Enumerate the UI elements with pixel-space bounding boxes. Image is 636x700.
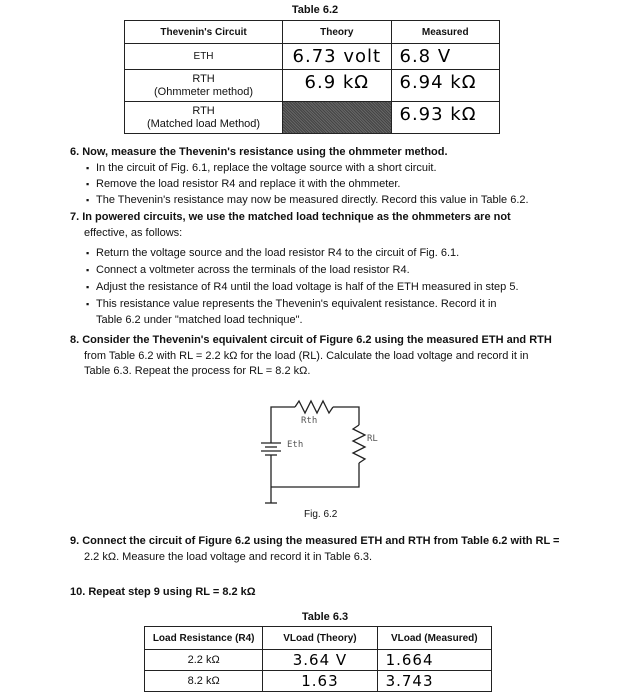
step-9: 9. Connect the circuit of Figure 6.2 using the measured ETH and RTH from Table 6.2 with RL = 2.2 kΩ. Measure the load voltage and record it in Table 6.3. xyxy=(70,535,560,563)
eth-label: ETH xyxy=(193,51,214,62)
table-header-vload-theory: VLoad (Theory) xyxy=(263,627,377,650)
wire xyxy=(271,407,295,437)
step-7: 7. In powered circuits, we use the matched load technique as the ohmmeters are not effective, as follows: xyxy=(70,211,511,239)
table-row xyxy=(145,650,492,671)
step-6: 6. Now, measure the Thevenin's resistance using the ohmmeter method. xyxy=(70,146,448,158)
shaded-cell xyxy=(283,102,391,134)
rth-theory-value: 6.9 kΩ xyxy=(283,70,391,102)
rl-label: RL xyxy=(367,434,378,444)
step-6-bullet: ▪ In the circuit of Fig. 6.1, replace the voltage source with a short circuit. xyxy=(86,161,580,177)
row-label xyxy=(125,70,283,102)
step-7-bullet: ▪ This resistance value represents the Thevenin's equivalent resistance. Record it in Table 6.2 under "matched load technique". xyxy=(86,297,580,328)
table-6-3-caption: Table 6.3 xyxy=(301,611,349,623)
step-8: 8. Consider the Thevenin's equivalent circuit of Figure 6.2 using the measured ETH and RTH from Table 6.2 with RL = 2.2 kΩ for the load (RL). Calculate the load voltage and record it in Table 6.3. Repeat the process for RL = 8.2 kΩ. xyxy=(70,334,552,377)
step-7-bullet: ▪ Connect a voltmeter across the terminals of the load resistor R4. xyxy=(86,263,580,279)
figure-caption: Fig. 6.2 xyxy=(304,509,338,520)
wire xyxy=(333,407,359,425)
rl-resistor xyxy=(353,425,365,463)
table-header-load-resistance: Load Resistance (R4) xyxy=(145,627,263,650)
table-row xyxy=(125,102,500,134)
table-header-circuit: Thevenin's Circuit xyxy=(125,21,283,44)
rth-label: RTH xyxy=(192,72,215,85)
thevenin-circuit-diagram xyxy=(255,395,395,505)
load-resistance-cell: 8.2 kΩ xyxy=(145,671,263,692)
vload-measured-cell: 1.664 xyxy=(377,650,491,671)
table-6-2-caption: Table 6.2 xyxy=(291,4,339,16)
eth-measured-value: 6.8 V xyxy=(391,44,500,70)
table-row xyxy=(145,671,492,692)
rth-matched-method-label: (Matched load Method) xyxy=(146,117,261,130)
step-10: 10. Repeat step 9 using RL = 8.2 kΩ xyxy=(70,586,256,598)
table-6-3 xyxy=(144,626,492,692)
vload-theory-cell: 3.64 V xyxy=(263,650,377,671)
row-label xyxy=(125,44,283,70)
table-header-vload-measured: VLoad (Measured) xyxy=(377,627,491,650)
rth-matched-label: RTH xyxy=(192,104,215,117)
rth-matched-measured-value: 6.93 kΩ xyxy=(391,102,500,134)
table-header-theory: Theory xyxy=(283,21,391,44)
table-row xyxy=(125,70,500,102)
rth-method-label: (Ohmmeter method) xyxy=(154,85,254,98)
eth-theory-value: 6.73 volt xyxy=(283,44,391,70)
step-7-bullet: ▪ Return the voltage source and the load resistor R4 to the circuit of Fig. 6.1. xyxy=(86,246,580,262)
row-label xyxy=(125,102,283,134)
vload-measured-cell: 3.743 xyxy=(377,671,491,692)
table-header-measured: Measured xyxy=(391,21,500,44)
rth-resistor xyxy=(295,401,333,413)
rth-measured-value: 6.94 kΩ xyxy=(391,70,500,102)
wire xyxy=(271,463,359,487)
step-6-bullet: ▪ The Thevenin's resistance may now be measured directly. Record this value in Table 6.2. xyxy=(86,193,580,209)
vload-theory-cell: 1.63 xyxy=(263,671,377,692)
rth-label: Rth xyxy=(301,416,318,426)
load-resistance-cell: 2.2 kΩ xyxy=(145,650,263,671)
table-row xyxy=(125,44,500,70)
eth-label: Eth xyxy=(287,440,304,450)
step-6-bullet: ▪ Remove the load resistor R4 and replace it with the ohmmeter. xyxy=(86,177,580,193)
step-7-bullet: ▪ Adjust the resistance of R4 until the load voltage is half of the ETH measured in step 5. xyxy=(86,280,580,296)
table-6-2 xyxy=(124,20,500,134)
